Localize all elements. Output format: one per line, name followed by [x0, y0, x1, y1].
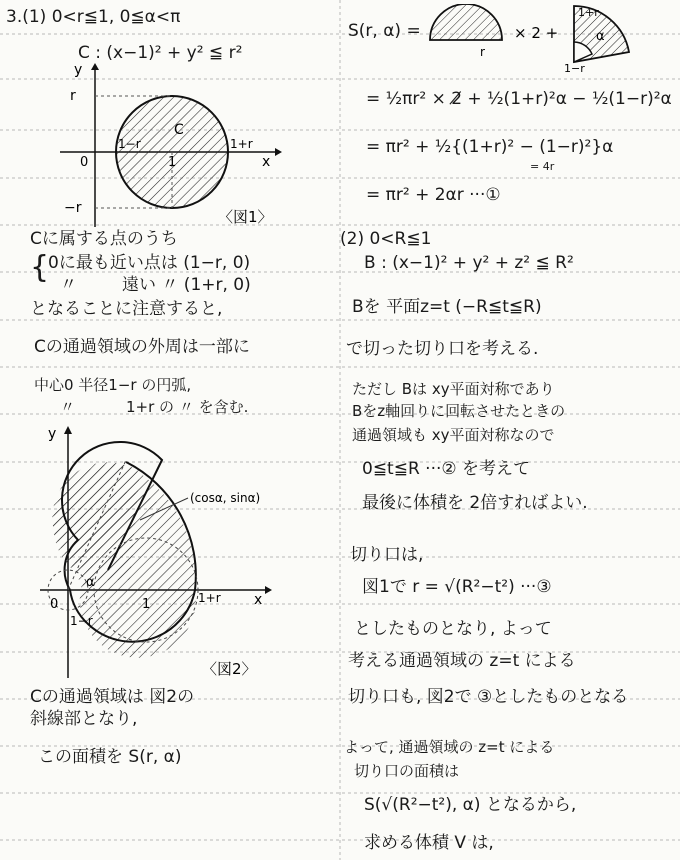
S-1-plus-r: 1+r	[578, 6, 599, 19]
symmetry-1: ただし Bは xy平面対称であり	[352, 380, 555, 398]
symmetry-2: Bをz軸回りに回転させたときの	[352, 402, 566, 420]
section-result: としたものとなり, よって	[354, 619, 552, 639]
farthest-mark: 〃	[60, 275, 77, 295]
region-description-2: 斜線部となり,	[30, 709, 138, 729]
label-origin: 0	[50, 597, 59, 612]
calc-line-3: = πr² + 2αr ···①	[366, 185, 501, 205]
half-disk	[430, 4, 502, 40]
ball-definition: B : (x−1)² + y² + z² ≦ R²	[364, 253, 574, 273]
outer-boundary: Cの通過領域の外周は一部に	[34, 337, 250, 357]
S-expression: S(√(R²−t²), α) となるから,	[364, 795, 577, 815]
S-times-2: × 2 +	[514, 24, 559, 42]
label-alpha: α	[86, 575, 95, 590]
volume-line: 求める体積 V は,	[364, 833, 494, 853]
S-diagram	[424, 4, 654, 72]
cut-same-line: 切り口も, 図2で ③としたものとなる	[348, 687, 629, 707]
label-neg-r: −r	[64, 200, 82, 216]
point-intro: Cに属する点のうち	[30, 229, 178, 249]
consider-line: 考える通過領域の z=t による	[348, 651, 576, 671]
section-intro: 切り口は,	[350, 545, 424, 565]
S-lhs: S(r, α) =	[348, 21, 421, 41]
right-column	[340, 0, 680, 860]
part-2-heading: (2) 0<R≦1	[340, 229, 432, 249]
figure-1	[50, 62, 290, 232]
problem-heading: 3.(1) 0<r≦1, 0≦α<π	[6, 7, 181, 27]
region-description: Cの通過領域は 図2の	[30, 687, 195, 707]
brace: {	[30, 250, 50, 285]
outer-arc: 1+r の 〃 を含む.	[126, 398, 249, 416]
note-line: となることに注意すると,	[30, 299, 223, 319]
area-definition: この面積を S(r, α)	[38, 747, 182, 767]
label-1-minus-r: 1−r	[70, 614, 93, 628]
section-equation: 図1で r = √(R²−t²) ···③	[362, 577, 552, 597]
calc-line-2: = πr² + ½{(1+r)² − (1−r)²}α	[366, 137, 614, 157]
label-1-plus-r: 1+r	[230, 137, 253, 151]
outer-arc-mark: 〃	[60, 398, 76, 416]
symmetry-3: 通過領域も xy平面対称なので	[352, 426, 555, 444]
figure-2	[30, 420, 310, 685]
label-point: (cosα, sinα)	[190, 491, 261, 505]
S-1-minus-r: 1−r	[564, 62, 585, 72]
label-one: 1	[168, 155, 177, 170]
label-1-minus-r: 1−r	[118, 137, 141, 151]
label-r: r	[70, 88, 76, 104]
area-of-line: 切り口の面積は	[354, 762, 460, 780]
farthest-point: 遠い 〃 (1+r, 0)	[122, 275, 251, 295]
label-y: y	[48, 426, 57, 442]
calc-line-2-note: = 4r	[530, 160, 555, 173]
label-origin: 0	[80, 155, 89, 170]
label-x: x	[262, 154, 271, 170]
double-volume: 最後に体積を 2倍すればよい.	[362, 493, 588, 513]
label-y: y	[74, 62, 83, 78]
S-alpha: α	[596, 29, 605, 44]
calc-line-1: = ½πr² × 2̸ + ½(1+r)²α − ½(1−r)²α	[366, 89, 672, 109]
cut-line-1: Bを 平面z=t (−R≦t≦R)	[352, 297, 542, 317]
t-range: 0≦t≦R ···② を考えて	[362, 459, 531, 479]
label-x: x	[254, 592, 263, 608]
label-1-plus-r: 1+r	[198, 591, 221, 605]
therefore-line: よって, 通過領域の z=t による	[344, 738, 555, 756]
figure-1-caption: 〈図1〉	[218, 208, 273, 226]
figure-2-caption: 〈図2〉	[202, 660, 257, 678]
inner-arc: 中心0 半径1−r の円弧,	[34, 376, 192, 394]
label-one: 1	[142, 597, 151, 612]
nearest-point: 0に最も近い点は (1−r, 0)	[48, 253, 251, 273]
cut-line-2: で切った切り口を考える.	[346, 339, 539, 359]
circle-definition: C : (x−1)² + y² ≦ r²	[78, 43, 243, 63]
label-C: C	[174, 122, 184, 138]
S-small-r: r	[480, 45, 485, 59]
